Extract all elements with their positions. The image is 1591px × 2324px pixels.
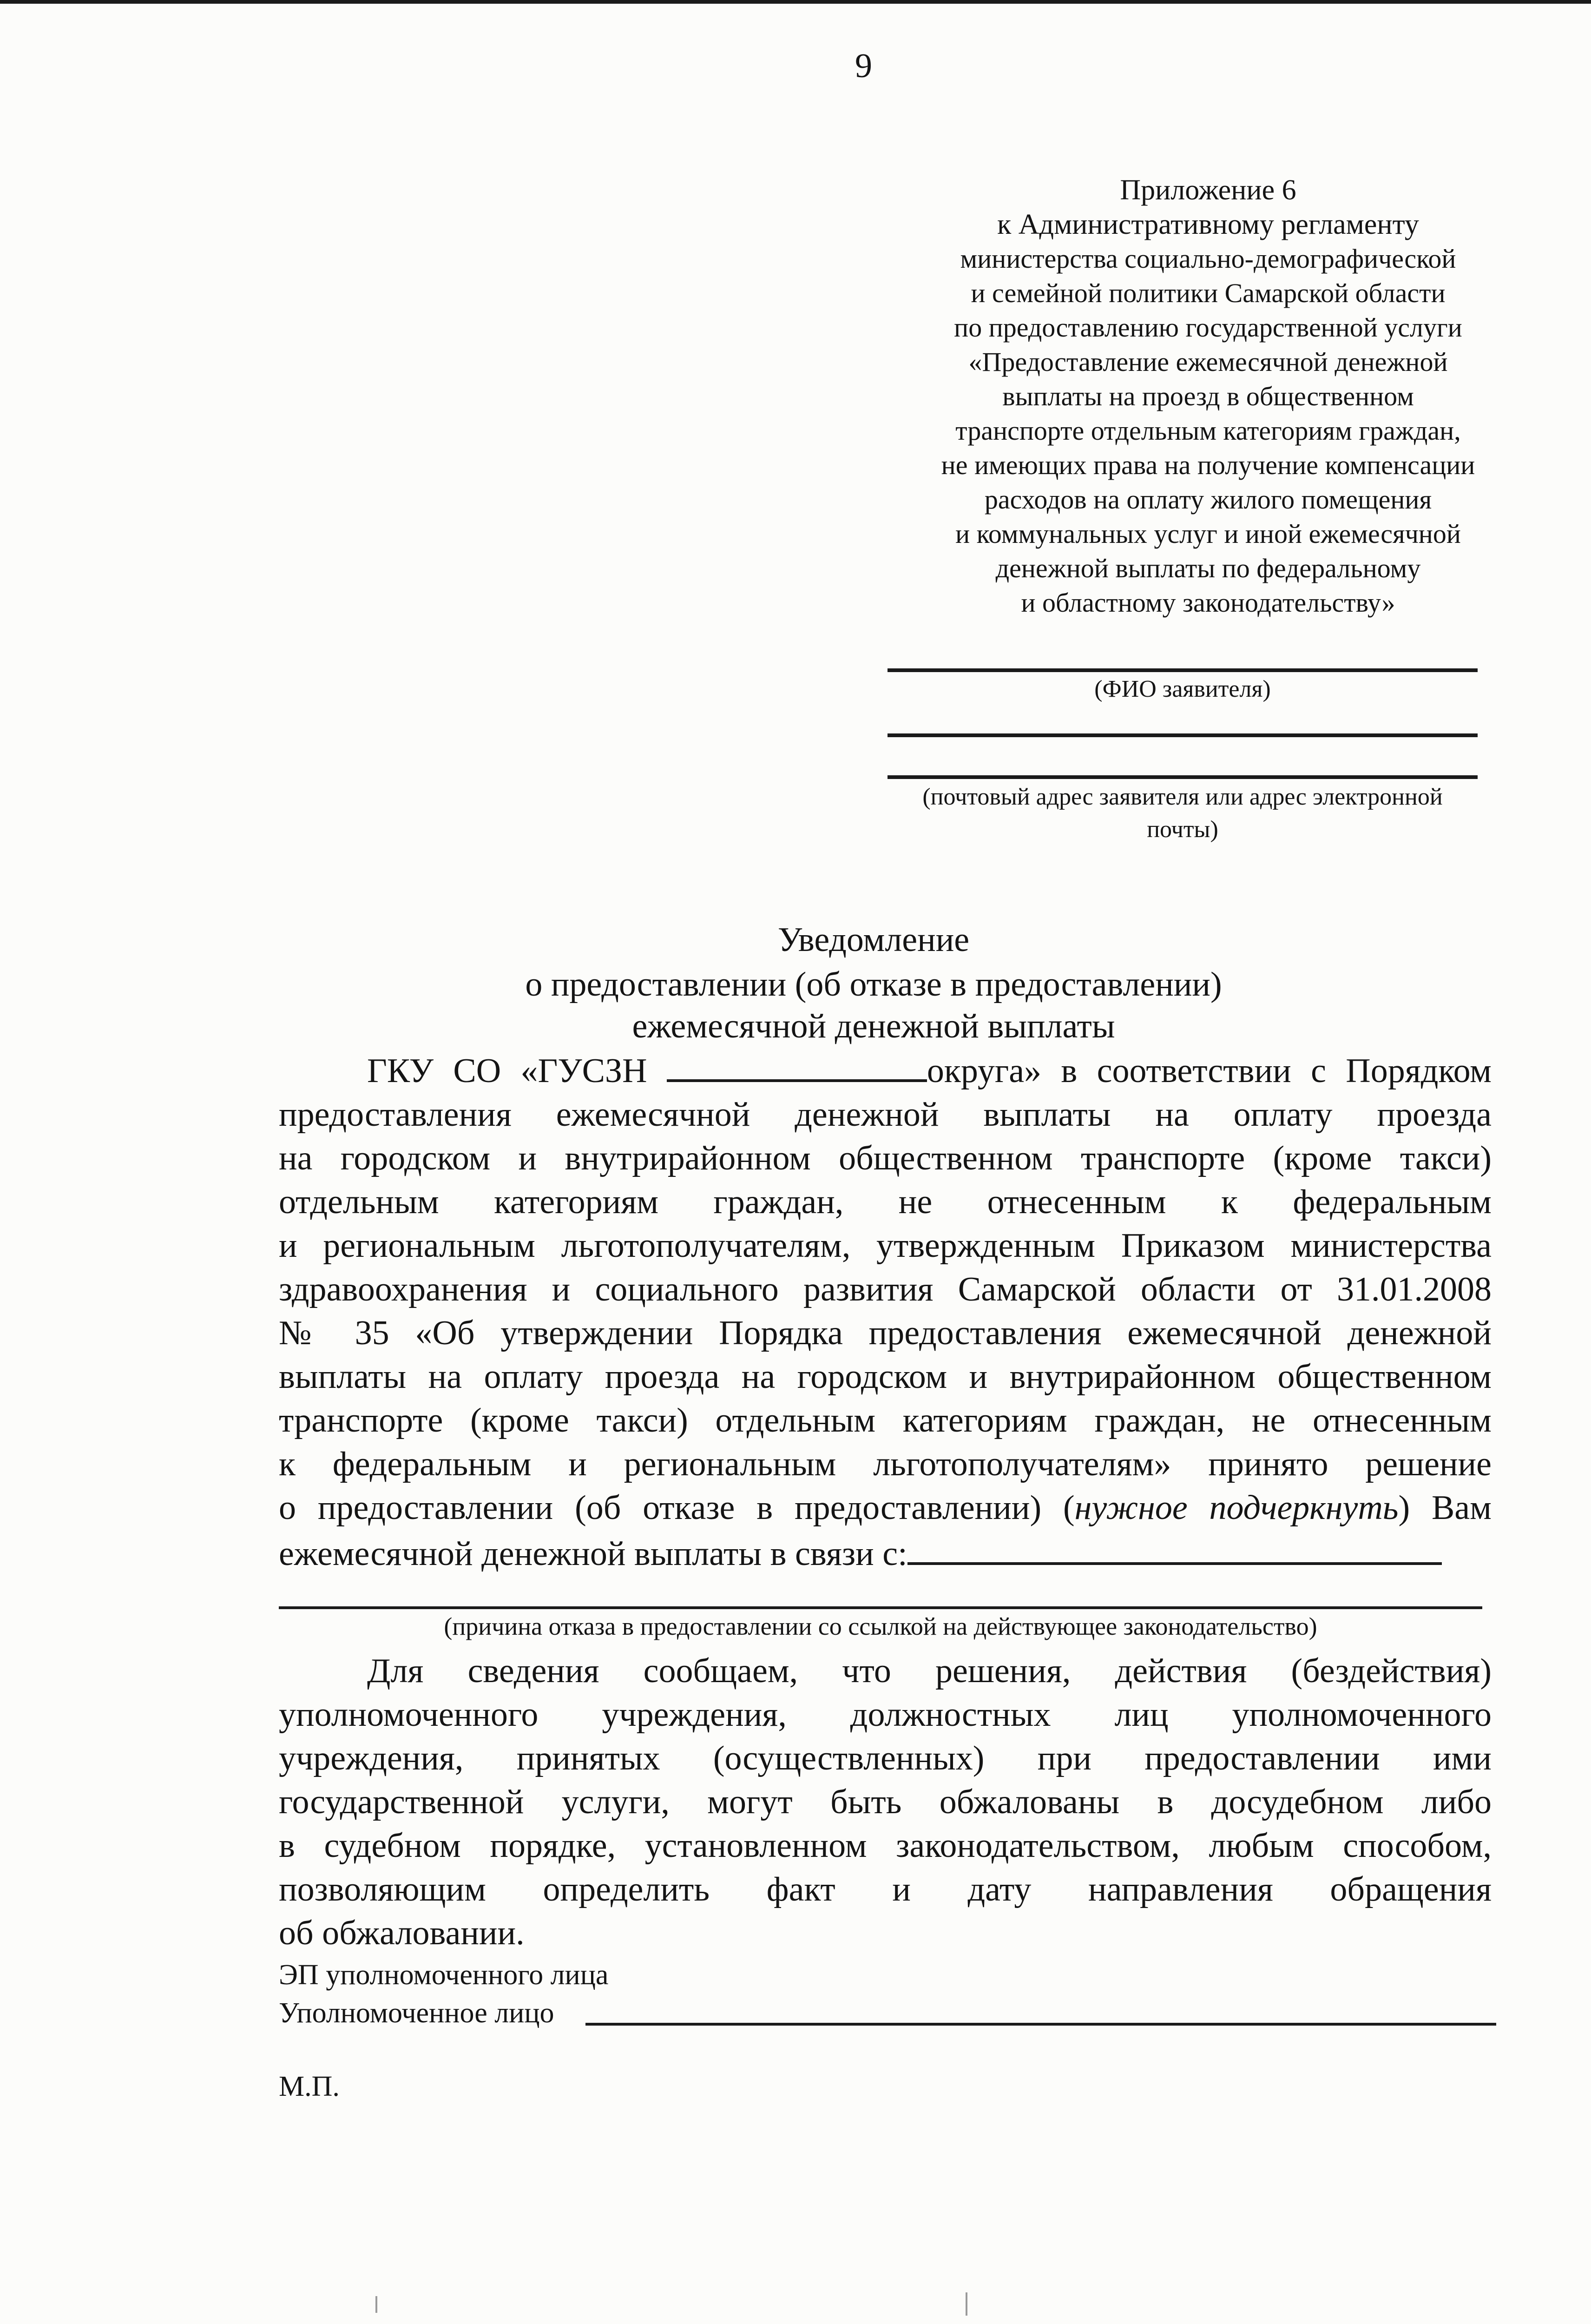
para-line: предоставления ежемесячной денежной выплаты на оплату проезда [279, 1096, 1492, 1134]
para-line [279, 1486, 1492, 1530]
appendix-line: транспорте отдельным категориям граждан, [955, 416, 1461, 446]
district-suffix: округа» в соответствии с Порядком [927, 1052, 1492, 1090]
ep-label: ЭП уполномоченного лица [279, 1959, 609, 1991]
address-field-line-1[interactable] [888, 733, 1478, 737]
fio-caption: (ФИО заявителя) [1094, 676, 1271, 702]
reason-blank-field[interactable] [907, 1530, 1442, 1565]
authorized-person-label: Уполномоченное лицо [279, 1997, 554, 2029]
address-caption-line-2: почты) [1147, 816, 1218, 843]
reason-field-line[interactable] [279, 1606, 1482, 1609]
para-line: № 35 «Об утверждении Порядка предоставления ежемесячной денежной [279, 1314, 1492, 1352]
underline-hint: нужное подчеркнуть [1074, 1489, 1399, 1527]
para-line: Для сведения сообщаем, что решения, действия (бездействия) [367, 1652, 1492, 1690]
para-line: позволяющим определить факт и дату направления обращения [279, 1870, 1492, 1908]
authorized-person-field-line[interactable] [585, 2023, 1496, 2026]
scan-artifact [966, 2292, 967, 2316]
para-line: и региональным льготополучателям, утвержденным Приказом министерства [279, 1227, 1492, 1265]
appendix-line: не имеющих права на получение компенсации [941, 450, 1475, 480]
para-line: выплаты на оплату проезда на городском и внутрирайонном общественном [279, 1358, 1492, 1396]
address-caption [874, 781, 1492, 846]
appendix-header [874, 173, 1543, 620]
appendix-line: денежной выплаты по федеральному [995, 553, 1421, 583]
appendix-line: и семейной политики Самарской области [971, 278, 1446, 308]
para-line: уполномоченного учреждения, должностных лиц уполномоченного [279, 1696, 1492, 1734]
para-line: на городском и внутрирайонном общественном транспорте (кроме такси) [279, 1139, 1492, 1177]
appeal-paragraph [279, 1649, 1492, 1955]
reason-caption: (причина отказа в предоставлении со ссылкой на действующее законодательство) [444, 1612, 1317, 1640]
notice-title: Уведомление [777, 921, 970, 959]
appendix-line: к Административному регламенту [997, 209, 1419, 240]
fio-field-line[interactable] [888, 668, 1478, 672]
para-line: учреждения, принятых (осуществленных) при предоставлении ими [279, 1739, 1492, 1777]
scan-artifact [375, 2296, 377, 2313]
appendix-line: по предоставлению государственной услуги [954, 312, 1462, 343]
page-number: 9 [855, 47, 872, 85]
appendix-line: министерства социально-демографической [960, 244, 1456, 274]
scan-top-border [0, 0, 1591, 4]
district-blank-field[interactable] [667, 1047, 927, 1082]
para-line: государственной услуги, могут быть обжалованы в досудебном либо [279, 1783, 1492, 1821]
notice-subtitle-2: ежемесячной денежной выплаты [632, 1007, 1115, 1045]
appendix-line: Приложение 6 [1120, 174, 1296, 206]
reason-label: ежемесячной денежной выплаты в связи с: [279, 1535, 907, 1573]
gkusz-label: ГКУ СО «ГУСЗН [367, 1052, 647, 1090]
notice-subtitle: о предоставлении (об отказе в предоставлении) [525, 965, 1222, 1004]
stamp-place-label: М.П. [279, 2071, 340, 2102]
appendix-line: и коммунальных услуг и иной ежемесячной [955, 519, 1461, 549]
address-caption-line-1: (почтовый адрес заявителя или адрес электронной [922, 784, 1443, 810]
para-line: об обжаловании. [279, 1914, 525, 1952]
para-line: отдельным категориям граждан, не отнесенным к федеральным [279, 1183, 1492, 1221]
decision-text-end: ) Вам [1398, 1489, 1492, 1527]
decision-text: о предоставлении (об отказе в предоставлении) ( [279, 1489, 1075, 1527]
appendix-line: выплаты на проезд в общественном [1002, 381, 1414, 411]
appendix-line: и областному законодательству» [1021, 588, 1395, 618]
para-line [279, 1530, 1492, 1576]
para-line: транспорте (кроме такси) отдельным категориям граждан, не отнесенным [279, 1401, 1492, 1439]
address-field-line-2[interactable] [888, 775, 1478, 779]
para-line: в судебном порядке, установленном законодательством, любым способом, [279, 1827, 1492, 1865]
para-line: к федеральным и региональным льготополучателям» принято решение [279, 1445, 1492, 1483]
appendix-line: расходов на оплату жилого помещения [984, 484, 1432, 515]
para-line [279, 1047, 1492, 1093]
decision-paragraph [279, 1047, 1492, 1576]
para-line: здравоохранения и социального развития Самарской области от 31.01.2008 [279, 1270, 1492, 1308]
appendix-line: «Предоставление ежемесячной денежной [968, 347, 1448, 377]
